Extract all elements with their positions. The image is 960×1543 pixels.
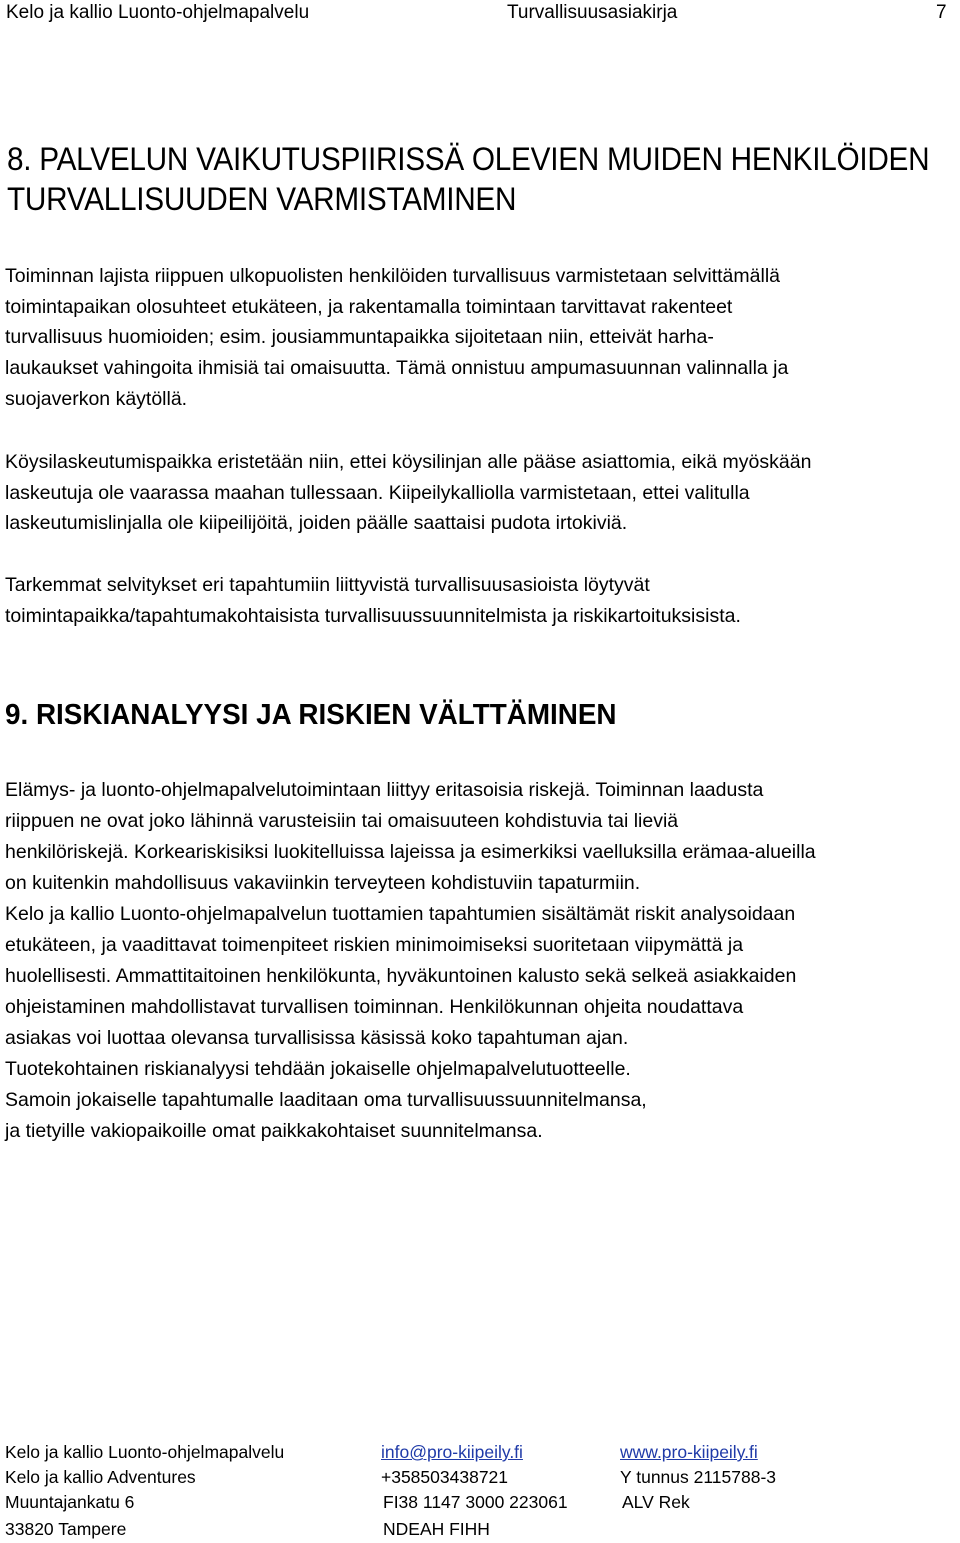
footer-street-address: Muuntajankatu 6 xyxy=(5,1492,135,1512)
text-line: suojaverkon käytöllä. xyxy=(5,387,188,410)
header-page-number: 7 xyxy=(936,2,947,23)
text-line: toimintapaikka/tapahtumakohtaisista turvallisuussuunnitelmista ja riskikartoituksisista. xyxy=(5,604,741,627)
text-line: laskeutumislinjalla ole kiipeilijöitä, joiden päälle saattaisi pudota irtokiviä. xyxy=(5,512,628,535)
section8-heading-line1: 8. PALVELUN VAIKUTUSPIIRISSÄ OLEVIEN MUIDEN HENKILÖIDEN xyxy=(7,141,930,177)
footer-company-name: Kelo ja kallio Luonto-ohjelmapalvelu xyxy=(5,1442,285,1462)
text-line: Toiminnan lajista riippuen ulkopuolisten henkilöiden turvallisuus varmistetaan selvittämällä xyxy=(5,265,780,287)
footer-vat-registration: ALV Rek xyxy=(622,1492,690,1512)
section9-heading: 9. RISKIANALYYSI JA RISKIEN VÄLTTÄMINEN xyxy=(5,699,617,731)
text-line: huolellisesti. Ammattitaitoinen henkilökunta, hyväkuntoinen kalusto sekä selkeä asiakkaiden xyxy=(5,965,797,987)
section9-paragraph xyxy=(5,775,960,1147)
text-line: toimintapaikan olosuhteet etukäteen, ja rakentamalla toimintaan tarvittavat rakenteet xyxy=(5,295,733,318)
text-line: on kuitenkin mahdollisuus vakaviinkin terveyteen kohdistuviin tapaturmiin. xyxy=(5,872,641,894)
text-line: turvallisuus huomioiden; esim. jousiammuntapaikka sijoitetaan niin, etteivät harha- xyxy=(5,326,714,349)
text-line: laukaukset vahingoita ihmisiä tai omaisuutta. Tämä onnistuu ampumasuunnan valinnalla ja xyxy=(5,357,789,380)
text-line: riippuen ne ovat joko lähinnä varusteisiin tai omaisuuteen kohdistuvia tai lieviä xyxy=(5,810,679,832)
text-line: asiakas voi luottaa olevansa turvallisissa käsissä koko tapahtuman ajan. xyxy=(5,1027,629,1049)
text-line: Tarkemmat selvitykset eri tapahtumiin liittyvistä turvallisuusasioista löytyvät xyxy=(5,574,650,596)
footer-postal-address: 33820 Tampere xyxy=(5,1519,127,1539)
header-company: Kelo ja kallio Luonto-ohjelmapalvelu xyxy=(6,2,310,23)
text-line: ja tietyille vakiopaikoille omat paikkakohtaiset suunnitelmansa. xyxy=(5,1120,543,1142)
footer-business-id: Y tunnus 2115788-3 xyxy=(620,1467,777,1487)
text-line: laskeutuja ole vaarassa maahan tullessaan. Kiipeilykalliolla varmistetaan, ettei valitulla xyxy=(5,481,750,504)
footer-company-alt-name: Kelo ja kallio Adventures xyxy=(5,1467,196,1487)
footer-iban: FI38 1147 3000 223061 xyxy=(383,1492,568,1512)
footer-phone: +358503438721 xyxy=(381,1467,509,1487)
section8-heading-line2: TURVALLISUUDEN VARMISTAMINEN xyxy=(7,181,517,217)
footer-website-link[interactable]: www.pro-kiipeily.fi xyxy=(620,1442,758,1462)
text-line: etukäteen, ja vaadittavat toimenpiteet riskien minimoimiseksi suoritetaan viipymättä ja xyxy=(5,934,744,956)
footer-bic: NDEAH FIHH xyxy=(383,1519,490,1539)
text-line: Tuotekohtainen riskianalyysi tehdään jokaiselle ohjelmapalvelutuotteelle. xyxy=(5,1058,631,1080)
header-doc-title: Turvallisuusasiakirja xyxy=(507,2,678,23)
footer-email-link[interactable]: info@pro-kiipeily.fi xyxy=(381,1442,523,1462)
text-line: henkilöriskejä. Korkeariskisiksi luokitelluissa lajeissa ja esimerkiksi vaelluksilla erämaa-alueilla xyxy=(5,841,816,863)
text-line: Elämys- ja luonto-ohjelmapalvelutoimintaan liittyy eritasoisia riskejä. Toiminnan laadusta xyxy=(5,779,764,801)
text-line: Kelo ja kallio Luonto-ohjelmapalvelun tuottamien tapahtumien sisältämät riskit analysoidaan xyxy=(5,903,796,925)
section8-paragraph-1 xyxy=(5,261,960,415)
section8-paragraph-2 xyxy=(5,447,960,539)
text-line: Samoin jokaiselle tapahtumalle laaditaan oma turvallisuussuunnitelmansa, xyxy=(5,1089,647,1111)
text-line: ohjeistaminen mahdollistavat turvallisen toiminnan. Henkilökunnan ohjeita noudattava xyxy=(5,996,744,1018)
text-line: Köysilaskeutumispaikka eristetään niin, ettei köysilinjan alle pääse asiattomia, eikä myöskään xyxy=(5,451,812,473)
section8-paragraph-3 xyxy=(5,570,960,631)
